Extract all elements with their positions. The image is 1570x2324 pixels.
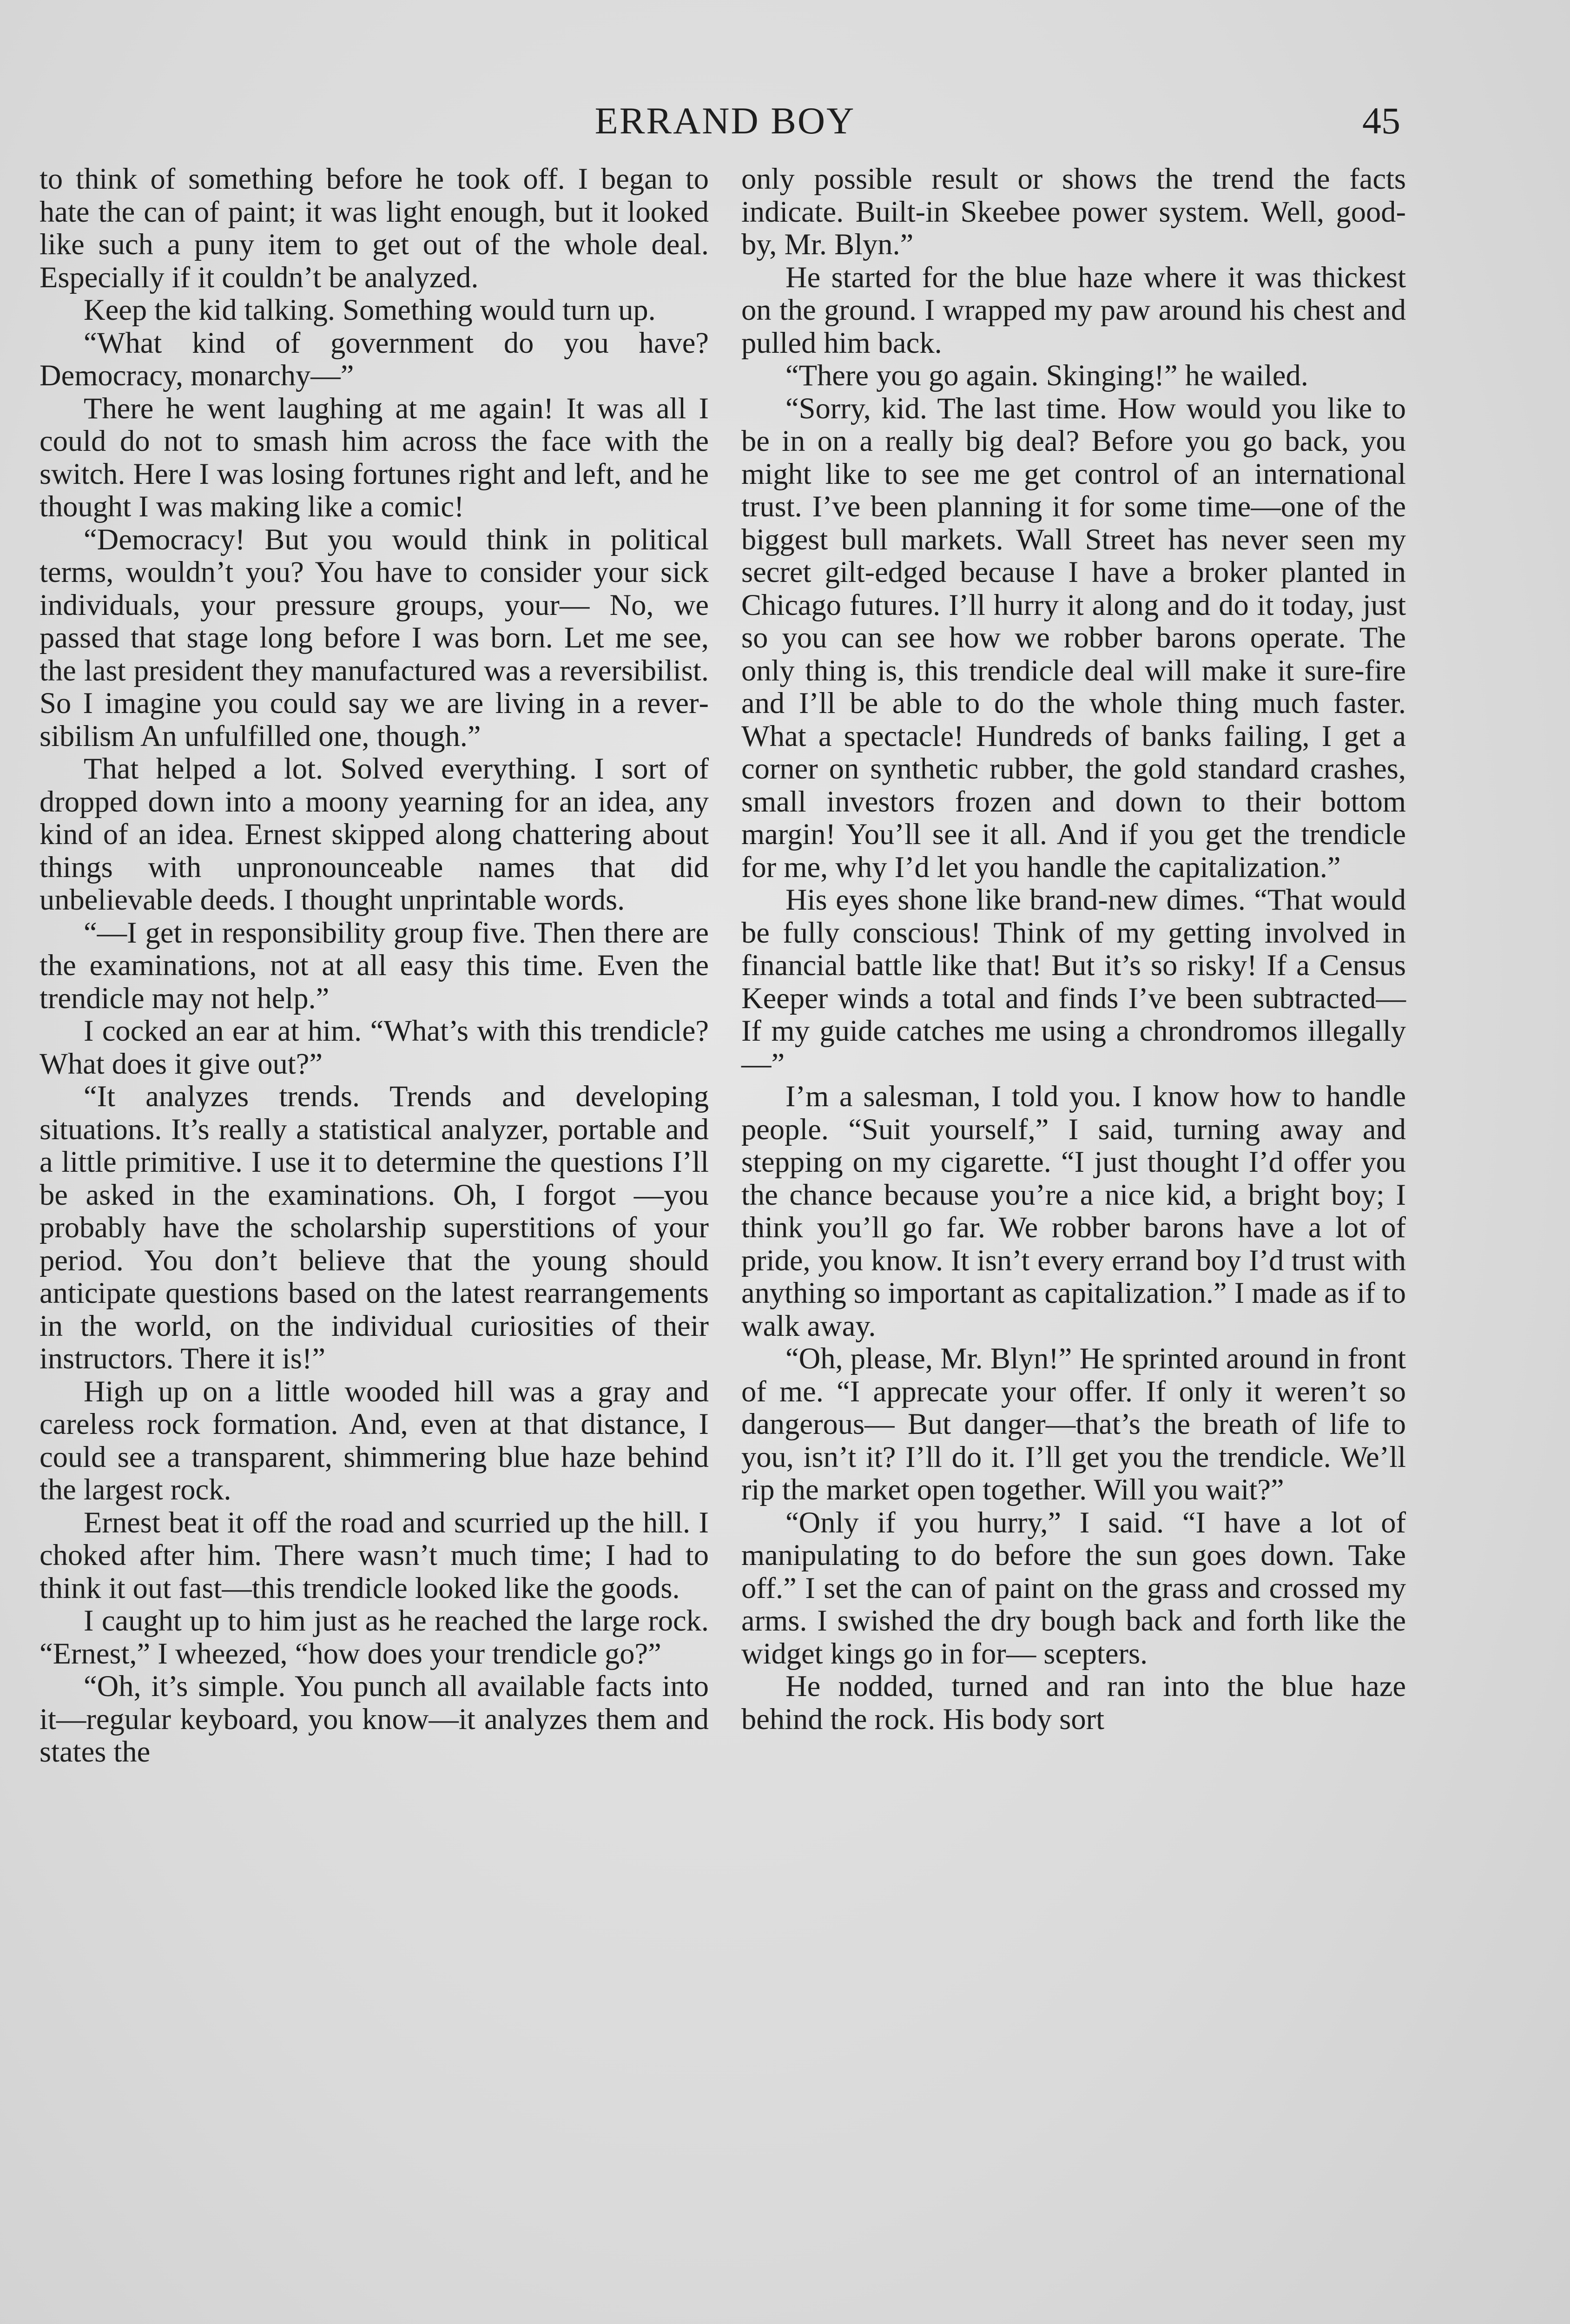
paragraph: I cocked an ear at him. “What’s with this trendicle? What does it give out?” bbox=[40, 1014, 709, 1080]
paragraph: Keep the kid talking. Something would turn up. bbox=[84, 293, 656, 326]
paragraph: He nodded, turned and ran into the blue haze behind the rock. His body sort bbox=[741, 1670, 1406, 1736]
paragraph: High up on a little wooded hill was a gray and careless rock formation. And, even at that distance, I could see a transparent, shimmering blue haze behind the largest rock. bbox=[40, 1374, 709, 1506]
left-text-column bbox=[40, 163, 709, 1769]
paragraph: “—I get in responsibility group five. Then there are the examinations, not at all easy this time. Even the trendicle may not help.” bbox=[40, 916, 709, 1015]
paragraph: His eyes shone like brand-new dimes. “That would be fully conscious! Think of my getting involved in financial battle like that! But it’s so risky! If a Census Keeper winds a total and finds I’ve been subtracted— If my guide catches me using a chrondromos illegally—” bbox=[741, 883, 1406, 1080]
page-number: 45 bbox=[1362, 99, 1400, 142]
paragraph: only possible result or shows the trend the facts indicate. Built-in Skeebee power system. Well, good-by, Mr. Blyn.” bbox=[741, 162, 1406, 261]
paragraph: I caught up to him just as he reached the large rock. “Ernest,” I wheezed, “how does your trendicle go?” bbox=[40, 1604, 709, 1670]
paragraph: There he went laughing at me again! It was all I could do not to smash him across the face with the switch. Here I was losing fortunes right and left, and he thought I was making like a comic! bbox=[40, 391, 709, 523]
paragraph: Ernest beat it off the road and scurried up the hill. I choked after him. There wasn’t much time; I had to think it out fast—this trendicle looked like the goods. bbox=[40, 1505, 709, 1604]
paragraph: I’m a salesman, I told you. I know how to handle people. “Suit yourself,” I said, turning away and stepping on my cigarette. “I just thought I’d offer you the chance because you’re a nice kid, a bright boy; I think you’ll go far. We robber barons have a lot of pride, you know. It isn’t every errand boy I’d trust with anything so important as capitalization.” I made as if to walk away. bbox=[741, 1080, 1406, 1342]
paragraph: He started for the blue haze where it was thickest on the ground. I wrapped my paw around his chest and pulled him back. bbox=[741, 260, 1406, 359]
paragraph: “Sorry, kid. The last time. How would you like to be in on a really big deal? Before you go back, you might like to see me get control of an international trust. I’ve been planning it for some time—one of the biggest bull markets. Wall Street has never seen my secret gilt-edged because I have a broker planted in Chicago futures. I’ll hurry it along and do it today, just so you can see how we robber barons operate. The only thing is, this trendicle deal will make it sure-fire and I’ll be able to do the whole thing much faster. What a spectacle! Hundreds of banks failing, I get a corner on synthetic rubber, the gold standard crashes, small investors frozen and down to their bottom margin! You’ll see it all. And if you get the trendicle for me, why I’d let you handle the capitalization.” bbox=[741, 391, 1406, 884]
paragraph: “It analyzes trends. Trends and developing situations. It’s really a statistical analyzer, portable and a little primitive. I use it to determine the questions I’ll be asked in the examinations. Oh, I forgot —you probably have the scholarship superstitions of your period. You don’t believe that the young should anticipate questions based on the latest rearrangements in the world, on the individual curiosities of their instructors. There it is!” bbox=[40, 1080, 709, 1375]
paragraph: That helped a lot. Solved everything. I sort of dropped down into a moony yearning for an idea, any kind of an idea. Ernest skipped along chattering about things with unpronounceable names that did unbelievable deeds. I thought unprintable words. bbox=[40, 752, 709, 916]
paragraph: “There you go again. Skinging!” he wailed. bbox=[785, 359, 1308, 392]
page-header bbox=[0, 95, 1570, 146]
paragraph: “What kind of government do you have? Democracy, monarchy—” bbox=[40, 326, 709, 392]
paragraph: “Oh, please, Mr. Blyn!” He sprinted around in front of me. “I apprecate your offer. If only it weren’t so dangerous— But danger—that’s the breath of life to you, isn’t it? I’ll do it. I’ll get you the trendicle. We’ll rip the market open together. Will you wait?” bbox=[741, 1342, 1406, 1506]
running-title: ERRAND BOY bbox=[594, 99, 856, 142]
paragraph: to think of something before he took off. I began to hate the can of paint; it was light enough, but it looked like such a puny item to get out of the whole deal. Especially if it couldn’t be analyzed. bbox=[40, 162, 709, 294]
paragraph: “Oh, it’s simple. You punch all available facts into it—regular keyboard, you know—it analyzes them and states the bbox=[40, 1670, 709, 1768]
paragraph: “Democracy! But you would think in political terms, wouldn’t you? You have to consider your sick individuals, your pressure groups, your— No, we passed that stage long before I was born. Let me see, the last president they manufactured was a reversibilist. So I imagine you could say we are living in a reversibilism An unfulfilled one, though.” bbox=[40, 522, 709, 753]
right-text-column bbox=[741, 163, 1406, 1736]
paragraph: “Only if you hurry,” I said. “I have a lot of manipulating to do before the sun goes down. Take off.” I set the can of paint on the grass and crossed my arms. I swished the dry bough back and forth like the widget kings go in for— scepters. bbox=[741, 1505, 1406, 1670]
